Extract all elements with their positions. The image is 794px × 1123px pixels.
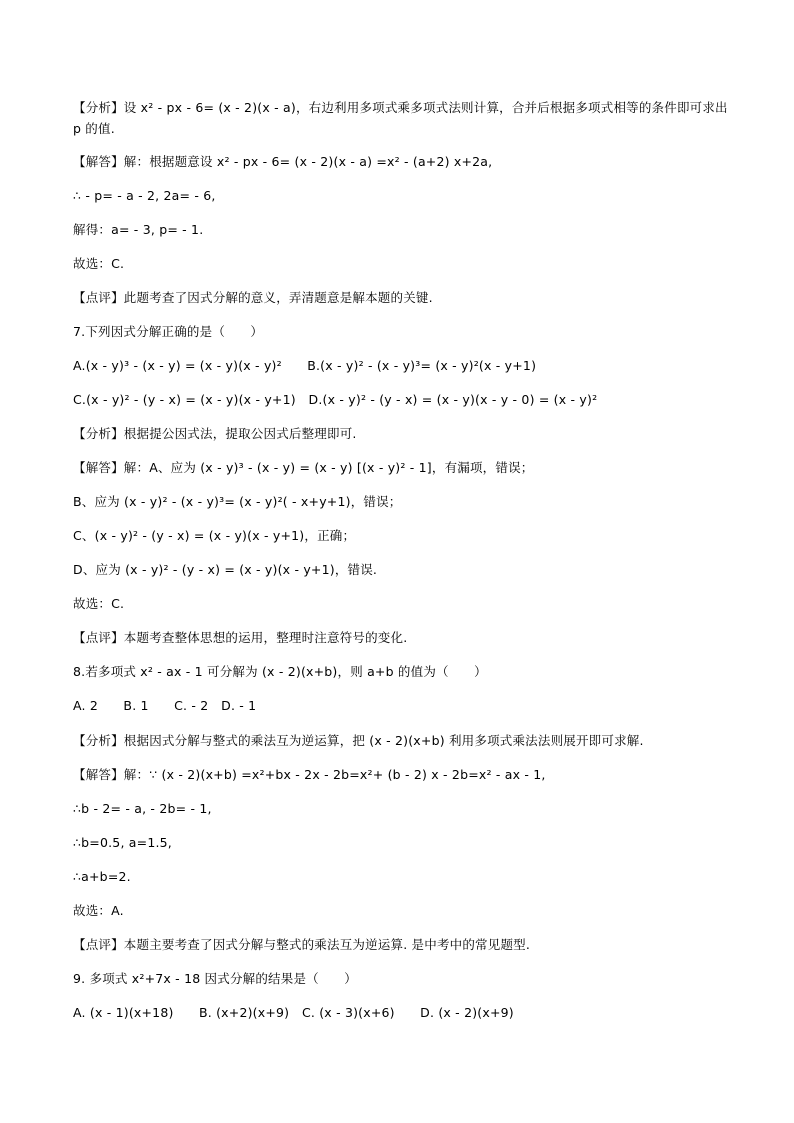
- solution-q7-line2: B、应为 (x - y)² - (x - y)³= (x - y)²( - x+y+1)，错误；: [73, 494, 402, 509]
- solution-q7-line1: 【解答】解：A、应为 (x - y)³ - (x - y) = (x - y) [(x - y)² - 1]，有漏项，错误；: [73, 460, 534, 475]
- solution-q8-line4: ∴a+b=2.: [73, 869, 131, 884]
- solution-q6-line3: 解得：a= - 3, p= - 1.: [73, 222, 204, 237]
- solution-q7-line3: C、(x - y)² - (y - x) = (x - y)(x - y+1)，正确；: [73, 528, 356, 543]
- question-7: 7.下列因式分解正确的是（ ）: [73, 324, 264, 339]
- analysis-q6: 【分析】设 x² - px - 6= (x - 2)(x - a)，右边利用多项式乘多项式法则计算，合并后根据多项式相等的条件即可求出 p 的值.: [73, 100, 728, 136]
- solution-q6-line2: ∴ - p= - a - 2, 2a= - 6,: [73, 188, 216, 203]
- solution-q6-line1: 【解答】解：根据题意设 x² - px - 6= (x - 2)(x - a) =x² - (a+2) x+2a,: [73, 154, 493, 169]
- options-q8: A. 2 B. 1 C. - 2 D. - 1: [73, 698, 257, 713]
- answer-q7: 故选：C.: [73, 596, 125, 611]
- comment-q7: 【点评】本题考查整体思想的运用，整理时注意符号的变化.: [73, 630, 408, 645]
- comment-q8: 【点评】本题主要考查了因式分解与整式的乘法互为逆运算. 是中考中的常见题型.: [73, 937, 531, 952]
- answer-q8: 故选：A.: [73, 903, 124, 918]
- options-q7-cd: C.(x - y)² - (y - x) = (x - y)(x - y+1) D.(x - y)² - (y - x) = (x - y)(x - y - 0) = (x - y)²: [73, 392, 598, 407]
- options-q7-ab: A.(x - y)³ - (x - y) = (x - y)(x - y)² B.(x - y)² - (x - y)³= (x - y)²(x - y+1): [73, 358, 537, 373]
- solution-q7-line4: D、应为 (x - y)² - (y - x) = (x - y)(x - y+1)，错误.: [73, 562, 378, 577]
- answer-q6: 故选：C.: [73, 256, 125, 271]
- solution-q8-line1: 【解答】解：∵ (x - 2)(x+b) =x²+bx - 2x - 2b=x²+ (b - 2) x - 2b=x² - ax - 1,: [73, 767, 546, 782]
- solution-q8-line2: ∴b - 2= - a, - 2b= - 1,: [73, 801, 212, 816]
- comment-q6: 【点评】此题考查了因式分解的意义，弄清题意是解本题的关键.: [73, 290, 433, 305]
- question-8: 8.若多项式 x² - ax - 1 可分解为 (x - 2)(x+b)，则 a+b 的值为（ ）: [73, 664, 487, 679]
- analysis-q8: 【分析】根据因式分解与整式的乘法互为逆运算，把 (x - 2)(x+b) 利用多项式乘法法则展开即可求解.: [73, 733, 644, 748]
- solution-q8-line3: ∴b=0.5, a=1.5,: [73, 835, 172, 850]
- options-q9: A. (x - 1)(x+18) B. (x+2)(x+9) C. (x - 3)(x+6) D. (x - 2)(x+9): [73, 1005, 514, 1020]
- analysis-q7: 【分析】根据提公因式法，提取公因式后整理即可.: [73, 426, 357, 441]
- question-9: 9. 多项式 x²+7x - 18 因式分解的结果是（ ）: [73, 971, 357, 986]
